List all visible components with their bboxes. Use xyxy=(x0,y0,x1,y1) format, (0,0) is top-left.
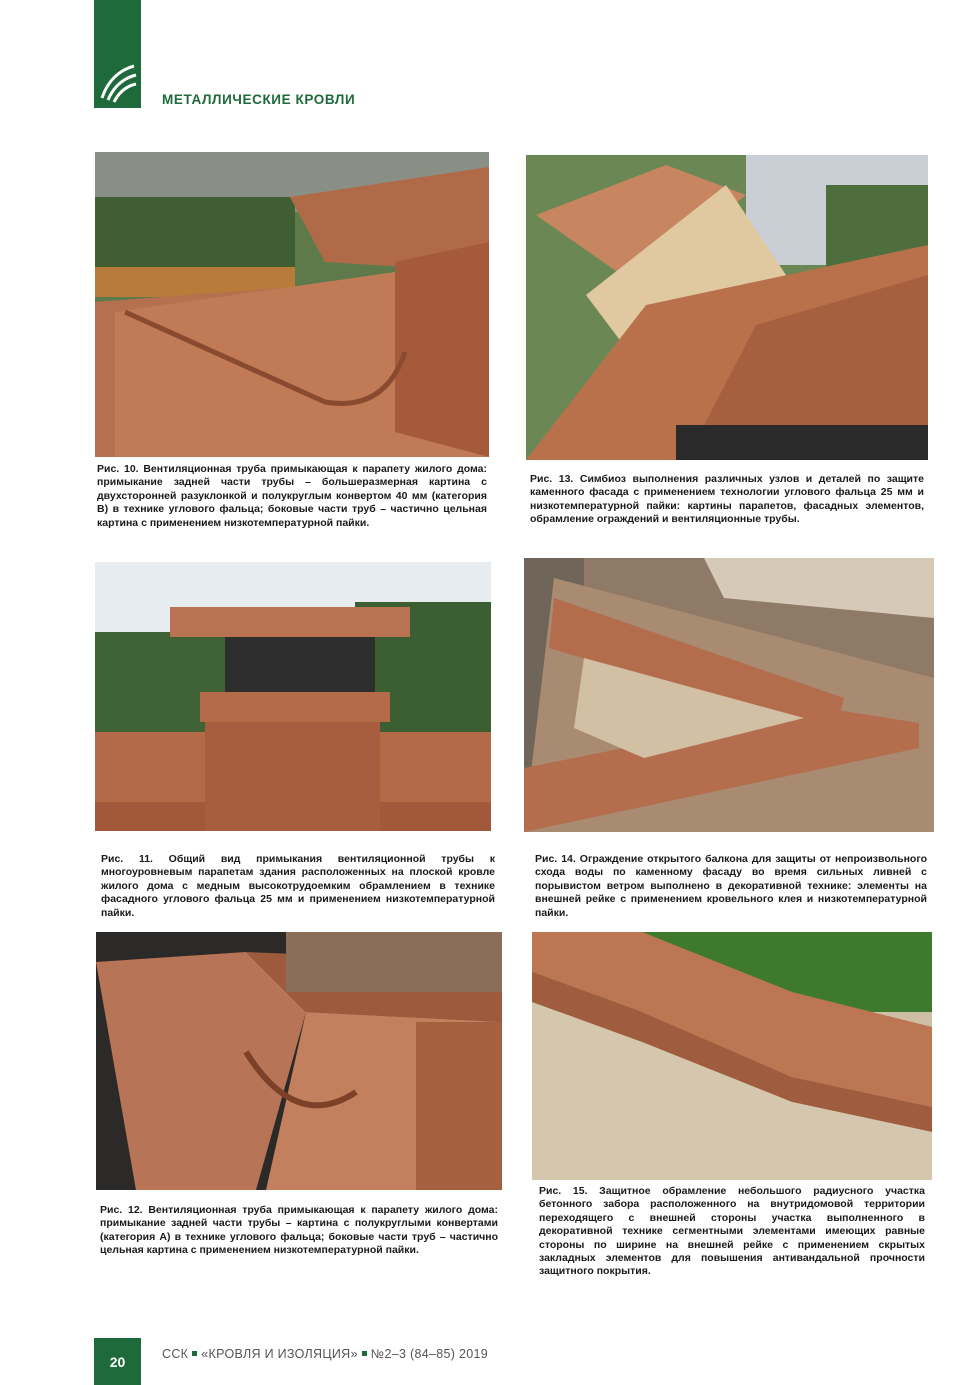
page-number: 20 xyxy=(94,1338,141,1385)
photo-fig14 xyxy=(524,558,934,832)
photo-fig13 xyxy=(526,155,928,460)
caption-fig14: Рис. 14. Ограждение открытого балкона для защиты от непроизвольного схода воды по каменному фасаду во время сильных ливней с порывистом ветром выполнено в декоративной технике: элементы на внешней рейке с применением кровельного клея и низкотемпературной пайки. xyxy=(535,853,927,919)
publisher: ССК xyxy=(162,1347,189,1361)
caption-fig11: Рис. 11. Общий вид примыкания вентиляционной трубы к многоуровневым парапетам здания расположенных на плоской кровле жилого дома с медным высокотрудоемким обрамлением в технике фасадного углового фальца 25 мм и применением низкотемпературной пайки. xyxy=(101,853,495,919)
photo-fig15 xyxy=(532,932,932,1180)
photo-fig11 xyxy=(95,562,491,831)
leaf-logo-icon xyxy=(98,58,138,104)
caption-fig13: Рис. 13. Симбиоз выполнения различных узлов и деталей по защите каменного фасада с применением технологии углового фальца 25 мм и низкотемпературной пайки: картины парапетов, фасадных элементов, обрамление ограждений и вентиляционные трубы. xyxy=(530,473,924,526)
photo-fig10 xyxy=(95,152,489,457)
photo-fig12 xyxy=(96,932,502,1190)
logo-block xyxy=(94,0,141,108)
separator-dot-icon xyxy=(362,1351,367,1356)
journal-title: «КРОВЛЯ И ИЗОЛЯЦИЯ» xyxy=(201,1347,358,1361)
caption-fig12: Рис. 12. Вентиляционная труба примыкающая к парапету жилого дома: примыкание задней части трубы – картина с полукруглыми конвертами (категория А) в технике углового фальца; боковые части труб – частично цельная картина с применением низкотемпературной пайки. xyxy=(100,1204,498,1257)
issue-number: №2–3 (84–85) 2019 xyxy=(370,1347,488,1361)
section-title: МЕТАЛЛИЧЕСКИЕ КРОВЛИ xyxy=(162,92,356,107)
caption-fig10: Рис. 10. Вентиляционная труба примыкающая к парапету жилого дома: примыкание задней части трубы – большеразмерная картина с двухсторонней разуклонкой и полукруглым конвертом 40 мм (категория В) в технике углового фальца; боковые части труб – частично цельная картина с применением низкотемпературной пайки. xyxy=(97,463,487,529)
separator-dot-icon xyxy=(192,1351,197,1356)
publication-info xyxy=(162,1347,488,1361)
caption-fig15: Рис. 15. Защитное обрамление небольшого радиусного участка бетонного забора расположенного на внутридомовой территории переходящего с внешней стороны участка выполненного в декоративной технике сегментными элементами имеющих равные стороны по ширине на внешней рейке с применением скрытых закладных элементов для повышения антивандальной прочности защитного покрытия. xyxy=(539,1185,925,1278)
